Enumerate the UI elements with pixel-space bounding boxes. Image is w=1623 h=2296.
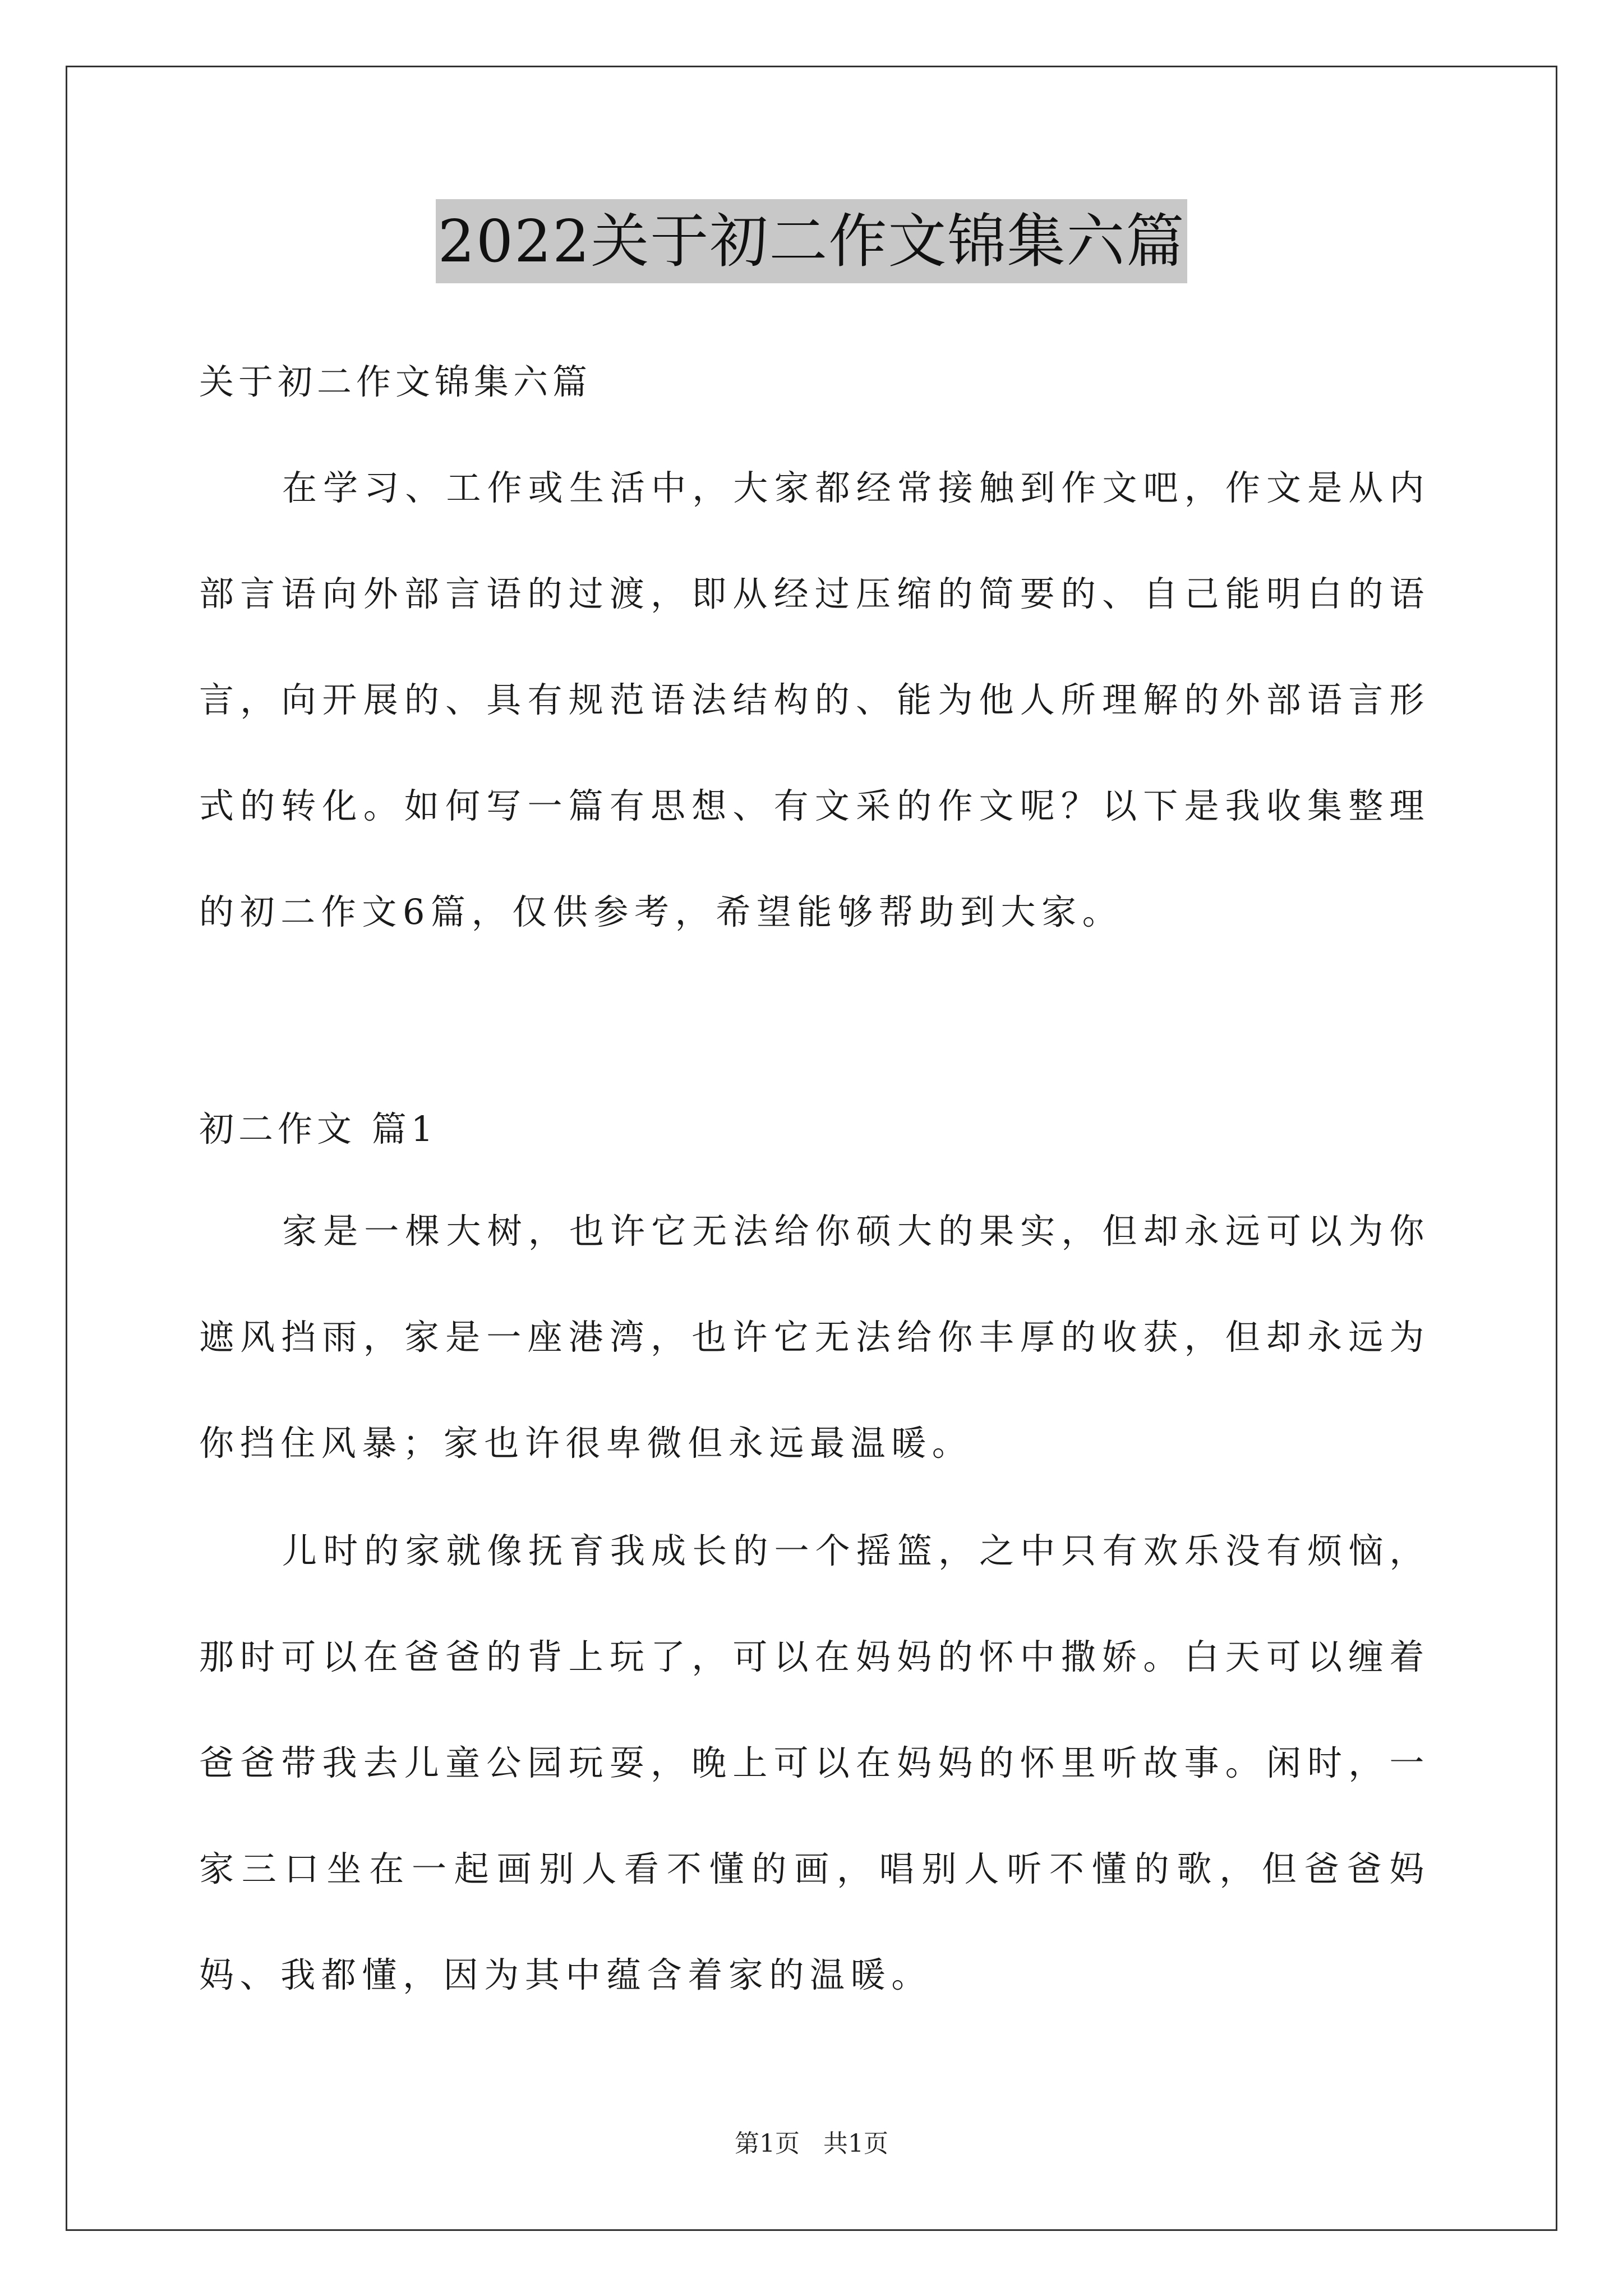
intro-paragraph: 在学习、工作或生活中，大家都经常接触到作文吧，作文是从内部言语向外部言语的过渡，即从经过压缩的简要的、自己能明白的语言，向开展的、具有规范语法结构的、能为他人所理解的外部语言形式的转化。如何写一篇有思想、有文采的作文呢？以下是我收集整理的初二作文6篇，仅供参考，希望能够帮助到大家。 xyxy=(199,467,1430,932)
page-total: 共1页 xyxy=(823,2129,888,2158)
document-title: 2022关于初二作文锦集六篇 xyxy=(436,199,1188,283)
page-footer xyxy=(0,2127,1623,2161)
document-subtitle: 关于初二作文锦集六篇 xyxy=(199,361,592,402)
page-number: 第1页 xyxy=(735,2129,800,2158)
paragraph-2: 儿时的家就像抚育我成长的一个摇篮，之中只有欢乐没有烦恼，那时可以在爸爸的背上玩了，可以在妈妈的怀中撒娇。白天可以缠着爸爸带我去儿童公园玩耍，晚上可以在妈妈的怀里听故事。闲时，一家三口坐在一起画别人看不懂的画，唱别人听不懂的歌，但爸爸妈妈、我都懂，因为其中蕴含着家的温暖。 xyxy=(199,1530,1430,1995)
paragraph-1: 家是一棵大树，也许它无法给你硕大的果实，但却永远可以为你遮风挡雨，家是一座港湾，也许它无法给你丰厚的收获，但却永远为你挡住风暴；家也许很卑微但永远最温暖。 xyxy=(199,1211,1430,1464)
section-heading: 初二作文 篇1 xyxy=(199,1108,438,1149)
title-container xyxy=(0,199,1623,283)
